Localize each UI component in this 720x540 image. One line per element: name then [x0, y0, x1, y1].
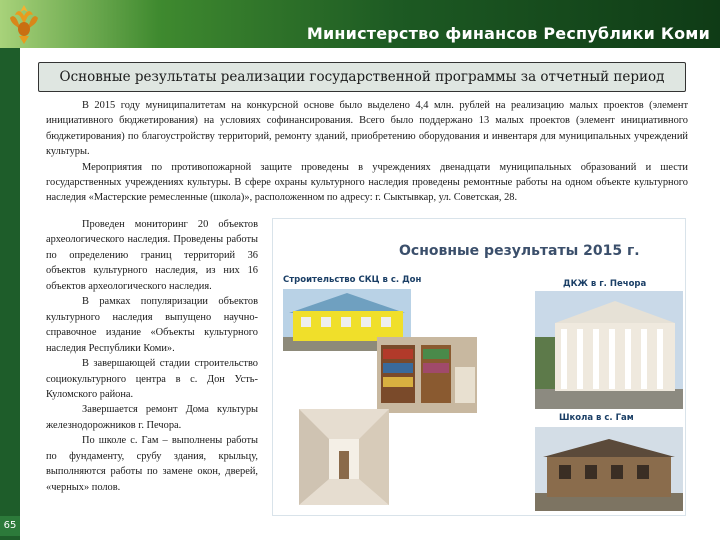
column-paragraph: В рамках популяризации объектов культурного наследия выпущено научно-справочное издание «Объекты культурного наследия Республики Коми». — [46, 296, 258, 354]
caption-pechora: ДКЖ в г. Печора — [563, 279, 647, 289]
photo-don-interior — [377, 337, 477, 413]
section-subtitle: Основные результаты реализации государственной программы за отчетный период — [38, 62, 686, 92]
caption-gam: Школа в с. Гам — [559, 413, 634, 423]
side-strip — [0, 48, 20, 540]
coat-of-arms-icon — [6, 2, 42, 46]
photo-gam-school — [535, 427, 683, 511]
photo-don-corridor — [299, 409, 389, 505]
column-paragraph: По школе с. Гам – выполнены работы по фундаменту, срубу здания, крыльцу, выполняются работы по замене окон, дверей, «черных» полов. — [46, 435, 258, 493]
left-column-text — [46, 217, 258, 495]
header-bar — [0, 0, 720, 48]
body-paragraph: Мероприятия по противопожарной защите проведены в учреждениях двенадцати муниципальных образований и шести государственных учреждениях культуры. В сфере охраны культурного наследия проведены ремонтные работы на одном объекте культурного наследия «Мастерские ремесленные (школа)», расположенном по адресу: г. Сыктывкар, ул. Советская, 28. — [46, 161, 688, 204]
column-paragraph: Завершается ремонт Дома культуры железнодорожников г. Печора. — [46, 404, 258, 431]
body-paragraph: В 2015 году муниципалитетам на конкурсной основе было выделено 4,4 млн. рублей на реализацию малых проектов (элемент инициативного бюджетирования) на условиях софинансирования. Всего было поддержано 13 малых проектов (элемент инициативного бюджетирования) по благоустройству территорий, ремонту зданий, приобретению оборудования и инвентаря для муниципальных учреждений культуры. — [46, 100, 688, 158]
header-title: Министерство финансов Республики Коми — [306, 24, 710, 43]
page-number: 65 — [0, 516, 20, 536]
photo-pechora-building — [535, 291, 683, 409]
caption-don: Строительство СКЦ в с. Дон — [283, 275, 422, 285]
body-text — [46, 98, 688, 206]
infographic-title: Основные результаты 2015 г. — [399, 243, 640, 259]
column-paragraph: Проведен мониторинг 20 объектов археологического наследия. Проведены работы по определению границ территорий 36 объектов культурного наследия, из них 16 объектов археологического наследия. — [46, 219, 258, 292]
results-infographic — [272, 218, 686, 516]
column-paragraph: В завершающей стадии строительство социокультурного центра в с. Дон Усть-Куломского района. — [46, 358, 258, 400]
